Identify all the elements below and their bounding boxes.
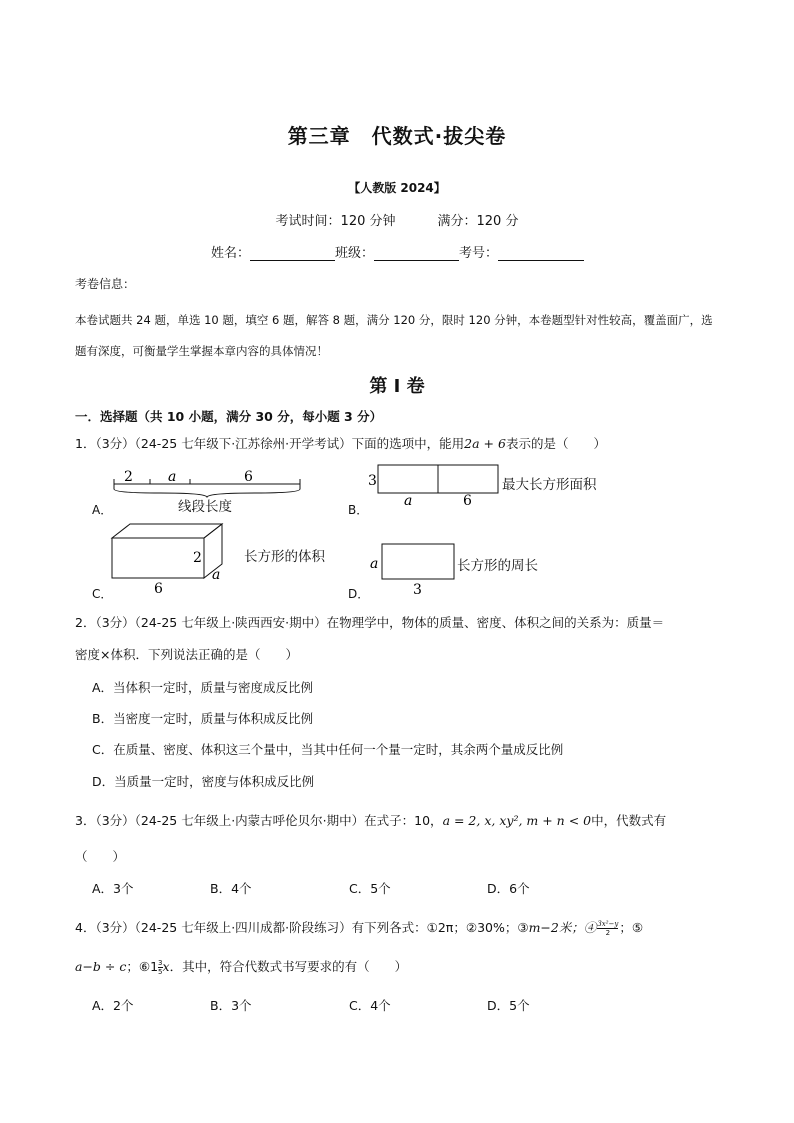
q1-option-a-caption: 线段长度 — [178, 499, 232, 515]
q4-item5: ；⑤ — [619, 920, 644, 935]
q4-item6-marker: ；⑥ — [126, 959, 151, 974]
q1-option-b-label[interactable]: B． — [348, 503, 369, 517]
number-label: 考号： — [459, 246, 499, 261]
rect-width-a: a — [404, 493, 413, 509]
seg-label-6: 6 — [244, 469, 253, 485]
q4-option-c[interactable]: C．4个 — [349, 998, 391, 1013]
q3-expr: a = 2, x, xy², m + n < 0 — [442, 813, 592, 828]
q3-option-d[interactable]: D．6个 — [487, 881, 530, 896]
q1-option-b-figure — [366, 462, 506, 512]
page-title: 第三章 代数式·拔尖卷 — [287, 124, 507, 148]
q4-option-d[interactable]: D．5个 — [487, 998, 530, 1013]
q3-option-a[interactable]: A．3个 — [92, 881, 134, 896]
student-fields — [211, 242, 584, 261]
q4-frac-den: 2 — [605, 929, 611, 937]
q4-head: 4．（3分）（24-25 七年级上·四川成都·阶段练习）有下列各式：① — [75, 920, 438, 935]
q1-expr: 2a + 6 — [464, 436, 506, 451]
q4-mixed-num: 3 — [158, 959, 163, 967]
full-score: 满分：120 分 — [437, 214, 519, 229]
number-blank[interactable] — [498, 246, 584, 261]
q4-mixed-int: 1 — [150, 959, 159, 974]
rect-d — [382, 544, 454, 579]
edition-label: 【人教版 2024】 — [348, 181, 446, 195]
section-heading: 一．选择题（共 10 小题，满分 30 分，每小题 3 分） — [75, 409, 383, 424]
box-depth-label: a — [212, 567, 221, 583]
q4-option-b[interactable]: B．3个 — [210, 998, 252, 1013]
info-text: 本卷试题共 24 题，单选 10 题，填空 6 题，解答 8 题，满分 120 分，限时 120 分钟，本卷题型针对性较高，覆盖面广，选题有深度，可衡量学生掌握本章内容的具体情况！ — [75, 313, 713, 358]
question-3 — [75, 811, 666, 829]
box-front — [112, 538, 204, 578]
q2-option-d[interactable]: D．当质量一定时，密度与体积成反比例 — [92, 774, 315, 789]
seg-label-2: 2 — [124, 469, 133, 485]
q4-line2-tail: ．其中，符合代数式书写要求的有（ ） — [169, 959, 408, 974]
q4-mixed-var: x — [162, 959, 170, 974]
q4-fraction — [597, 920, 618, 937]
q2-line1: 2．（3分）（24-25 七年级上·陕西西安·期中）在物理学中，物体的质量、密度、体积之间的关系为：质量＝ — [75, 615, 665, 630]
class-label: 班级： — [335, 246, 375, 261]
q1-option-d-figure — [366, 540, 461, 598]
q4-expr5: a−b ÷ c — [75, 959, 127, 974]
q4-option-a[interactable]: A．2个 — [92, 998, 134, 1013]
q1-option-c-label[interactable]: C． — [92, 587, 113, 601]
box-height-label: 2 — [193, 550, 202, 566]
q3-option-c[interactable]: C．5个 — [349, 881, 391, 896]
rect-height-label: 3 — [368, 473, 377, 489]
q2-option-c[interactable]: C．在质量、密度、体积这三个量中，当其中任何一个量一定时，其余两个量成反比例 — [92, 742, 564, 757]
q3-option-b[interactable]: B．4个 — [210, 881, 252, 896]
q1-option-a-label[interactable]: A． — [92, 503, 113, 517]
q4-item2: ②30%；③ — [465, 920, 529, 935]
q4-line2 — [75, 957, 407, 976]
q2-option-b[interactable]: B．当密度一定时，质量与体积成反比例 — [92, 711, 314, 726]
class-blank[interactable] — [374, 246, 459, 261]
q4-item1: 2π — [437, 920, 454, 935]
rect-d-width: 3 — [413, 582, 422, 598]
q2-option-a[interactable]: A．当体积一定时，质量与密度成反比例 — [92, 680, 314, 695]
seg-label-a: a — [168, 469, 177, 485]
rect-width-6: 6 — [463, 493, 472, 509]
q2-line2: 密度×体积．下列说法正确的是（ ） — [75, 647, 298, 662]
info-label: 考卷信息： — [75, 277, 136, 291]
box-width-label: 6 — [154, 581, 163, 597]
name-label: 姓名： — [211, 246, 251, 261]
q4-item3: m−2米；④ — [528, 920, 597, 935]
q3-tail: 中，代数式有 — [591, 813, 667, 828]
question-4: 4．（3分）（24-25 七年级上·四川成都·阶段练习）有下列各式：①2π；②30%；③m−2米；④ $\frac{\text{3x²−y}}{2}$ ；⑤ — [75, 920, 644, 937]
q4-mixed-den: 5 — [158, 968, 163, 976]
q1-option-c-caption: 长方形的体积 — [244, 549, 325, 565]
question-1 — [75, 434, 606, 452]
q1-option-c-figure — [108, 520, 238, 600]
q3-paren: （ ） — [75, 849, 126, 864]
rect-d-height: a — [370, 556, 379, 572]
part-title: 第 I 卷 — [369, 376, 425, 397]
q1-option-b-caption: 最大长方形面积 — [502, 477, 597, 493]
q1-option-d-label[interactable]: D． — [348, 587, 370, 601]
exam-time: 考试时间：120 分钟 — [275, 214, 396, 229]
q4-frac-num: 3x²−y — [597, 920, 619, 928]
box-top — [112, 524, 222, 538]
q1-tail: 表示的是（ ） — [505, 436, 606, 451]
q1-head: 1．（3分）（24-25 七年级下·江苏徐州·开学考试）下面的选项中，能用 — [75, 436, 465, 451]
q1-option-d-caption: 长方形的周长 — [457, 558, 538, 574]
q3-head: 3．（3分）（24-25 七年级上·内蒙古呼伦贝尔·期中）在式子：10， — [75, 813, 443, 828]
exam-meta — [0, 210, 794, 229]
name-blank[interactable] — [250, 246, 335, 261]
